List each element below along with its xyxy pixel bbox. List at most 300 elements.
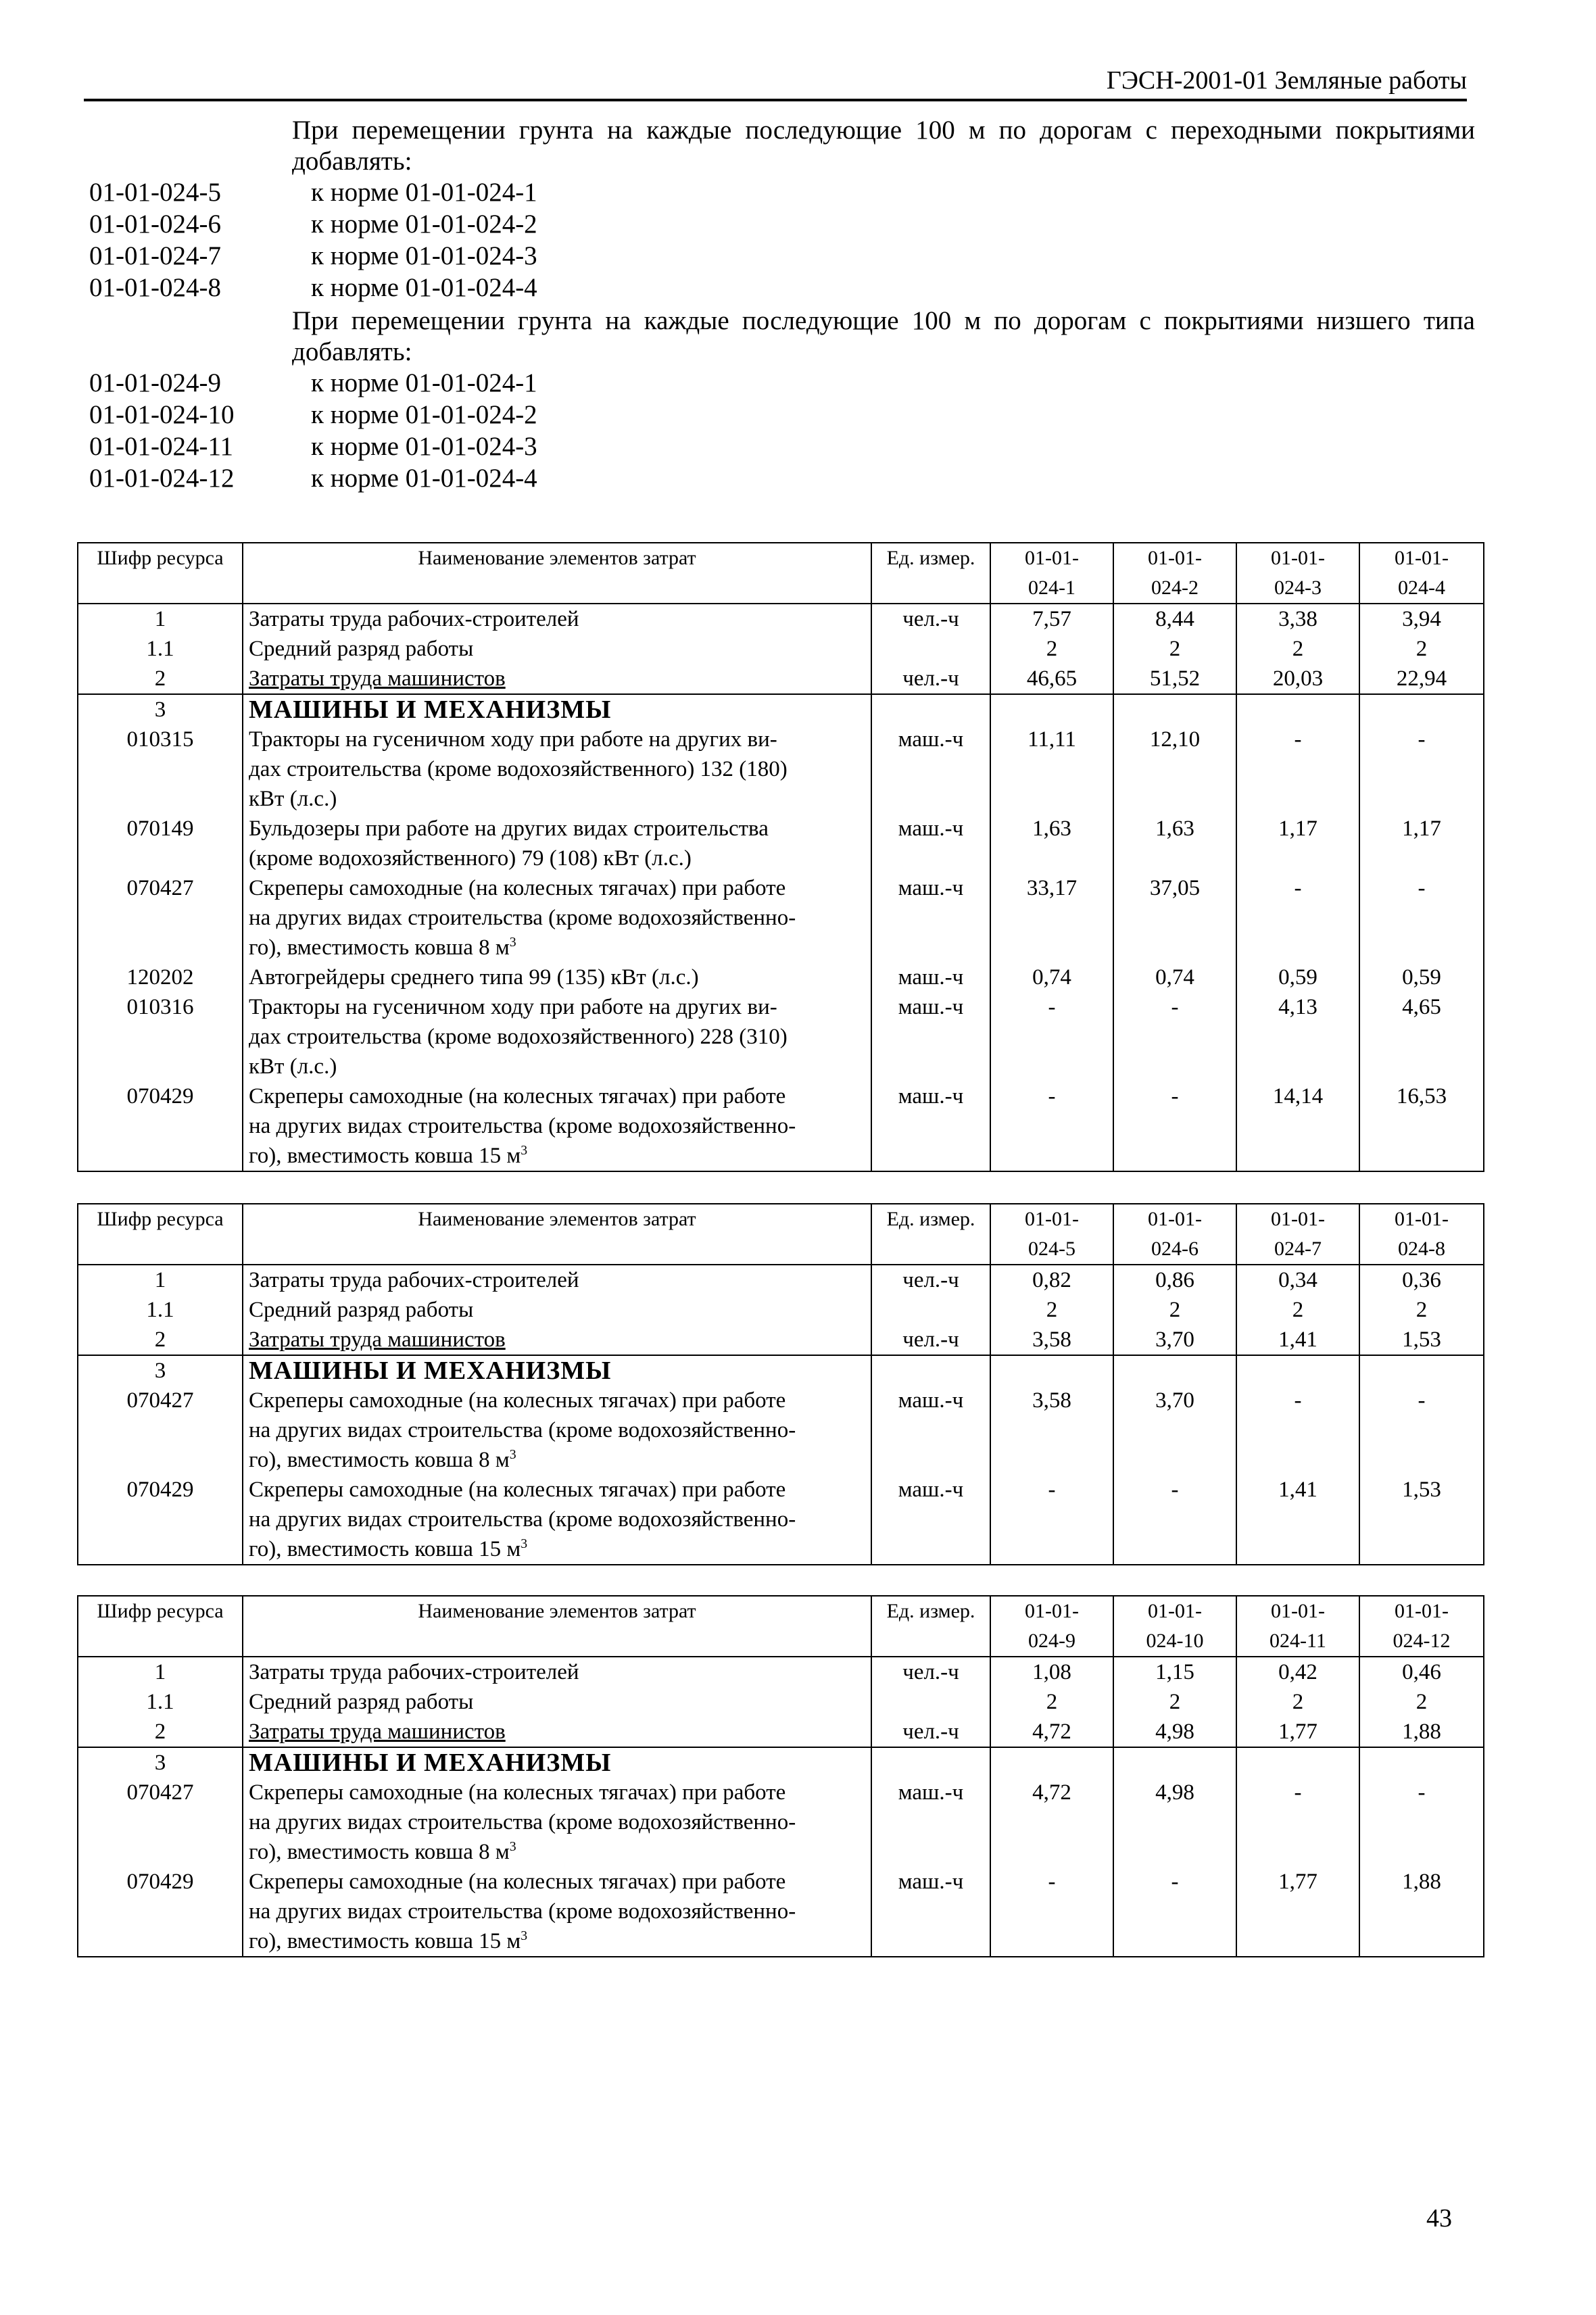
- name-line: [249, 1807, 865, 1837]
- value-cell: [1236, 1355, 1359, 1386]
- header-norm-line: 01-01-: [1395, 1600, 1449, 1622]
- name-text: Скреперы самоходные (на колесных тягачах) при работе: [249, 1870, 786, 1894]
- header-norm-line: 024-7: [1274, 1238, 1322, 1260]
- name-line: [249, 634, 865, 664]
- resource-code: 1.1: [78, 1687, 243, 1717]
- header-norm-line: 01-01-: [1025, 1208, 1079, 1230]
- name-text: Затраты труда рабочих-строителей: [249, 1660, 579, 1684]
- unit-cell: чел.-ч: [871, 1325, 990, 1355]
- value-cell: 22,94: [1359, 664, 1484, 694]
- value-cell: 1,63: [990, 814, 1113, 873]
- cost-element-name: [243, 814, 871, 873]
- cost-element-name: [243, 1717, 871, 1747]
- name-line: [249, 1897, 865, 1926]
- name-line: [249, 844, 865, 873]
- value-cell: 51,52: [1113, 664, 1236, 694]
- table-header-row: [78, 1596, 1484, 1657]
- table-row: [78, 1778, 1484, 1867]
- name-line: [249, 1778, 865, 1807]
- cost-element-name: [243, 873, 871, 962]
- header-norm-line: 024-3: [1274, 577, 1322, 599]
- cost-element-name: [243, 634, 871, 664]
- value-cell: 2: [1236, 634, 1359, 664]
- unit-cell: чел.-ч: [871, 664, 990, 694]
- table-row: [78, 1265, 1484, 1295]
- name-text: Средний разряд работы: [249, 637, 474, 661]
- unit-cell: маш.-ч: [871, 814, 990, 873]
- value-cell: 3,58: [990, 1386, 1113, 1475]
- name-line: [249, 1141, 865, 1171]
- header-norm-line: 024-12: [1393, 1630, 1451, 1652]
- value-cell: 1,88: [1359, 1717, 1484, 1747]
- name-line: [249, 873, 865, 903]
- value-cell: -: [1236, 725, 1359, 814]
- norm-code: 01-01-024-7: [89, 241, 221, 270]
- value-cell: 4,65: [1359, 992, 1484, 1081]
- header-norm-line: 024-11: [1269, 1630, 1326, 1652]
- value-cell: 3,38: [1236, 604, 1359, 634]
- header-norm-line: 01-01-: [1148, 547, 1202, 569]
- name-text: го), вместимость ковша 15 м: [249, 1929, 521, 1953]
- norm-code: 01-01-024-5: [89, 178, 221, 207]
- value-cell: 1,88: [1359, 1867, 1484, 1957]
- norm-reference: к норме 01-01-024-4: [311, 464, 537, 493]
- value-cell: 8,44: [1113, 604, 1236, 634]
- value-cell: 0,86: [1113, 1265, 1236, 1295]
- name-text: Тракторы на гусеничном ходу при работе на других ви-: [249, 727, 777, 752]
- value-cell: 0,59: [1236, 962, 1359, 992]
- category-title: МАШИНЫ И МЕХАНИЗМЫ: [243, 694, 871, 725]
- header-norm-column: [1113, 543, 1236, 604]
- table-row: [78, 1325, 1484, 1355]
- value-cell: 3,70: [1113, 1386, 1236, 1475]
- value-cell: 1,53: [1359, 1475, 1484, 1565]
- header-norm-line: 01-01-: [1025, 547, 1079, 569]
- resource-code: 070429: [78, 1081, 243, 1171]
- resource-code: 3: [78, 694, 243, 725]
- header-norm-line: 024-5: [1028, 1238, 1075, 1260]
- value-cell: 1,17: [1236, 814, 1359, 873]
- value-cell: 0,74: [990, 962, 1113, 992]
- value-cell: -: [1359, 725, 1484, 814]
- header-norm-column: [990, 543, 1113, 604]
- value-cell: 0,59: [1359, 962, 1484, 992]
- name-line: [249, 992, 865, 1022]
- cost-element-name: [243, 992, 871, 1081]
- name-text: Скреперы самоходные (на колесных тягачах) при работе: [249, 1780, 786, 1805]
- name-text: Затраты труда рабочих-строителей: [249, 1268, 579, 1292]
- value-cell: 14,14: [1236, 1081, 1359, 1171]
- value-cell: [1236, 1747, 1359, 1778]
- value-cell: 33,17: [990, 873, 1113, 962]
- header-title: ГЭСН-2001-01 Земляные работы: [1106, 66, 1467, 95]
- name-text: го), вместимость ковша 15 м: [249, 1537, 521, 1561]
- header-resource-code: Шифр ресурса: [78, 543, 243, 604]
- norm-reference: к норме 01-01-024-3: [311, 432, 537, 461]
- value-cell: 2: [1113, 1295, 1236, 1325]
- name-text: Скреперы самоходные (на колесных тягачах) при работе: [249, 1084, 786, 1108]
- resource-code: 1: [78, 1657, 243, 1687]
- name-line: [249, 962, 865, 992]
- header-cost-element: Наименование элементов затрат: [243, 1596, 871, 1657]
- name-line: [249, 814, 865, 844]
- norm-reference: к норме 01-01-024-3: [311, 241, 537, 270]
- name-text: Скреперы самоходные (на колесных тягачах) при работе: [249, 1478, 786, 1502]
- header-norm-line: 01-01-: [1148, 1208, 1202, 1230]
- superscript: 3: [509, 1839, 516, 1854]
- value-cell: [1359, 1747, 1484, 1778]
- header-unit: Ед. измер.: [871, 543, 990, 604]
- name-line: [249, 1717, 865, 1747]
- value-cell: 4,98: [1113, 1778, 1236, 1867]
- value-cell: [990, 1355, 1113, 1386]
- value-cell: 16,53: [1359, 1081, 1484, 1171]
- value-cell: 0,34: [1236, 1265, 1359, 1295]
- value-cell: 46,65: [990, 664, 1113, 694]
- name-line: [249, 933, 865, 962]
- table-row: [78, 725, 1484, 814]
- value-cell: -: [1113, 1475, 1236, 1565]
- value-cell: 0,46: [1359, 1657, 1484, 1687]
- table-row: [78, 1355, 1484, 1386]
- name-line: [249, 1415, 865, 1445]
- header-norm-column: [1359, 543, 1484, 604]
- resource-code: 3: [78, 1355, 243, 1386]
- unit-cell: маш.-ч: [871, 1386, 990, 1475]
- header-norm-line: 01-01-: [1271, 1600, 1325, 1622]
- superscript: 3: [521, 1928, 528, 1943]
- name-text: Затраты труда машинистов: [249, 1327, 506, 1352]
- value-cell: 3,58: [990, 1325, 1113, 1355]
- name-text: Средний разряд работы: [249, 1298, 474, 1322]
- value-cell: -: [1359, 1386, 1484, 1475]
- cost-element-name: [243, 1867, 871, 1957]
- name-line: [249, 1445, 865, 1475]
- value-cell: 2: [1236, 1295, 1359, 1325]
- name-line: [249, 1505, 865, 1534]
- table-row: [78, 992, 1484, 1081]
- name-line: [249, 1052, 865, 1081]
- table-row: [78, 1717, 1484, 1747]
- norm-reference: к норме 01-01-024-1: [311, 178, 537, 207]
- name-line: [249, 1475, 865, 1505]
- value-cell: 1,15: [1113, 1657, 1236, 1687]
- table-row: [78, 1295, 1484, 1325]
- value-cell: 3,70: [1113, 1325, 1236, 1355]
- value-cell: 11,11: [990, 725, 1113, 814]
- value-cell: [1236, 694, 1359, 725]
- value-cell: -: [1113, 1081, 1236, 1171]
- value-cell: 1,63: [1113, 814, 1236, 873]
- value-cell: 4,72: [990, 1778, 1113, 1867]
- header-norm-column: [1359, 1596, 1484, 1657]
- resource-code: 1.1: [78, 1295, 243, 1325]
- name-text: дах строительства (кроме водохозяйственного) 228 (310): [249, 1025, 788, 1049]
- value-cell: 2: [1113, 634, 1236, 664]
- header-norm-line: 024-10: [1146, 1630, 1204, 1652]
- header-norm-line: 01-01-: [1395, 547, 1449, 569]
- unit-cell: [871, 694, 990, 725]
- table-row: [78, 962, 1484, 992]
- name-text: Автогрейдеры среднего типа 99 (135) кВт (л.с.): [249, 965, 699, 990]
- header-norm-column: [1236, 1204, 1359, 1265]
- value-cell: 1,41: [1236, 1325, 1359, 1355]
- name-line: [249, 725, 865, 754]
- table-header-row: [78, 543, 1484, 604]
- header-norm-line: 01-01-: [1271, 547, 1325, 569]
- unit-cell: маш.-ч: [871, 962, 990, 992]
- unit-cell: чел.-ч: [871, 1717, 990, 1747]
- name-line: [249, 1325, 865, 1355]
- value-cell: 1,17: [1359, 814, 1484, 873]
- table-row: [78, 604, 1484, 634]
- norm-reference: к норме 01-01-024-4: [311, 273, 537, 302]
- superscript: 3: [521, 1143, 528, 1158]
- value-cell: -: [1359, 1778, 1484, 1867]
- header-norm-line: 024-4: [1398, 577, 1445, 599]
- name-text: на других видах строительства (кроме водохозяйственно-: [249, 1418, 796, 1442]
- value-cell: 12,10: [1113, 725, 1236, 814]
- unit-cell: чел.-ч: [871, 1657, 990, 1687]
- value-cell: -: [1236, 873, 1359, 962]
- resource-code: 070149: [78, 814, 243, 873]
- header-unit: Ед. измер.: [871, 1596, 990, 1657]
- unit-cell: [871, 634, 990, 664]
- table-row: [78, 1747, 1484, 1778]
- header-norm-column: [1113, 1596, 1236, 1657]
- name-text: (кроме водохозяйственного) 79 (108) кВт (л.с.): [249, 846, 692, 871]
- name-text: го), вместимость ковша 8 м: [249, 935, 510, 960]
- value-cell: 3,94: [1359, 604, 1484, 634]
- resource-table-2: [77, 1203, 1484, 1565]
- resource-code: 070429: [78, 1867, 243, 1957]
- intro-paragraph-2: При перемещении грунта на каждые последующие 100 м по дорогам с покрытиями низшего типа добавлять:: [292, 306, 1475, 366]
- header-norm-column: [990, 1596, 1113, 1657]
- norm-reference: к норме 01-01-024-2: [311, 400, 537, 429]
- name-line: [249, 1386, 865, 1415]
- resource-code: 1: [78, 604, 243, 634]
- name-line: [249, 784, 865, 814]
- category-title: МАШИНЫ И МЕХАНИЗМЫ: [243, 1355, 871, 1386]
- page-number: 43: [1426, 2204, 1452, 2233]
- value-cell: 7,57: [990, 604, 1113, 634]
- value-cell: 1,77: [1236, 1867, 1359, 1957]
- resource-code: 2: [78, 1325, 243, 1355]
- cost-element-name: [243, 962, 871, 992]
- name-text: Скреперы самоходные (на колесных тягачах) при работе: [249, 1388, 786, 1413]
- value-cell: 20,03: [1236, 664, 1359, 694]
- name-line: [249, 754, 865, 784]
- cost-element-name: [243, 1657, 871, 1687]
- name-line: [249, 903, 865, 933]
- value-cell: -: [1113, 1867, 1236, 1957]
- cost-element-name: [243, 1295, 871, 1325]
- cost-element-name: [243, 1386, 871, 1475]
- table-row: [78, 634, 1484, 664]
- name-line: [249, 1081, 865, 1111]
- unit-cell: чел.-ч: [871, 1265, 990, 1295]
- value-cell: [1113, 694, 1236, 725]
- value-cell: -: [1236, 1778, 1359, 1867]
- header-cost-element: Наименование элементов затрат: [243, 543, 871, 604]
- header-resource-code: Шифр ресурса: [78, 1204, 243, 1265]
- unit-cell: маш.-ч: [871, 725, 990, 814]
- norm-reference: к норме 01-01-024-1: [311, 368, 537, 397]
- value-cell: [1113, 1747, 1236, 1778]
- value-cell: [990, 694, 1113, 725]
- table-row: [78, 664, 1484, 694]
- name-line: [249, 604, 865, 634]
- value-cell: 1,53: [1359, 1325, 1484, 1355]
- value-cell: 2: [1236, 1687, 1359, 1717]
- resource-table-1: [77, 542, 1484, 1172]
- value-cell: 2: [1113, 1687, 1236, 1717]
- value-cell: 0,82: [990, 1265, 1113, 1295]
- header-norm-column: [990, 1204, 1113, 1265]
- header-norm-line: 024-2: [1151, 577, 1199, 599]
- unit-cell: [871, 1355, 990, 1386]
- header-norm-line: 024-9: [1028, 1630, 1075, 1652]
- header-norm-line: 01-01-: [1271, 1208, 1325, 1230]
- value-cell: 0,42: [1236, 1657, 1359, 1687]
- running-header: [84, 65, 1467, 101]
- superscript: 3: [521, 1536, 528, 1551]
- table-row: [78, 1687, 1484, 1717]
- name-text: го), вместимость ковша 8 м: [249, 1448, 510, 1472]
- value-cell: [1113, 1355, 1236, 1386]
- cost-element-name: [243, 725, 871, 814]
- category-title: МАШИНЫ И МЕХАНИЗМЫ: [243, 1747, 871, 1778]
- name-text: кВт (л.с.): [249, 1054, 337, 1079]
- name-line: [249, 1687, 865, 1717]
- name-line: [249, 1022, 865, 1052]
- unit-cell: [871, 1295, 990, 1325]
- cost-element-name: [243, 1325, 871, 1355]
- value-cell: -: [1236, 1386, 1359, 1475]
- resource-code: 070427: [78, 1778, 243, 1867]
- name-text: на других видах строительства (кроме водохозяйственно-: [249, 1899, 796, 1924]
- value-cell: 2: [990, 1295, 1113, 1325]
- unit-cell: маш.-ч: [871, 873, 990, 962]
- resource-code: 3: [78, 1747, 243, 1778]
- resource-code: 2: [78, 1717, 243, 1747]
- header-norm-line: 01-01-: [1148, 1600, 1202, 1622]
- table-row: [78, 814, 1484, 873]
- norm-code: 01-01-024-9: [89, 368, 221, 397]
- norm-code: 01-01-024-12: [89, 464, 235, 493]
- unit-cell: маш.-ч: [871, 1475, 990, 1565]
- name-text: го), вместимость ковша 15 м: [249, 1144, 521, 1168]
- resource-code: 070429: [78, 1475, 243, 1565]
- value-cell: -: [1359, 873, 1484, 962]
- table-row: [78, 694, 1484, 725]
- value-cell: -: [990, 1081, 1113, 1171]
- value-cell: 4,98: [1113, 1717, 1236, 1747]
- unit-cell: маш.-ч: [871, 1081, 990, 1171]
- superscript: 3: [509, 935, 516, 950]
- superscript: 3: [509, 1447, 516, 1462]
- unit-cell: маш.-ч: [871, 1867, 990, 1957]
- cost-element-name: [243, 1475, 871, 1565]
- name-text: Скреперы самоходные (на колесных тягачах) при работе: [249, 876, 786, 900]
- resource-code: 2: [78, 664, 243, 694]
- header-norm-line: 01-01-: [1025, 1600, 1079, 1622]
- name-line: [249, 1657, 865, 1687]
- name-line: [249, 1926, 865, 1956]
- name-text: Бульдозеры при работе на других видах строительства: [249, 817, 769, 841]
- name-line: [249, 1867, 865, 1897]
- value-cell: [990, 1747, 1113, 1778]
- value-cell: 0,74: [1113, 962, 1236, 992]
- table-header-row: [78, 1204, 1484, 1265]
- resource-code: 120202: [78, 962, 243, 992]
- header-norm-line: 01-01-: [1395, 1208, 1449, 1230]
- table-row: [78, 1475, 1484, 1565]
- header-unit: Ед. измер.: [871, 1204, 990, 1265]
- value-cell: [1359, 1355, 1484, 1386]
- intro-paragraph-1: При перемещении грунта на каждые последующие 100 м по дорогам с переходными покрытиями добавлять:: [292, 116, 1475, 176]
- resource-code: 1.1: [78, 634, 243, 664]
- resource-code: 010315: [78, 725, 243, 814]
- value-cell: -: [990, 1475, 1113, 1565]
- name-line: [249, 1265, 865, 1295]
- unit-cell: чел.-ч: [871, 604, 990, 634]
- cost-element-name: [243, 1778, 871, 1867]
- resource-table-3: [77, 1595, 1484, 1957]
- norm-reference: к норме 01-01-024-2: [311, 210, 537, 239]
- cost-element-name: [243, 1081, 871, 1171]
- name-line: [249, 1837, 865, 1867]
- resource-code: 010316: [78, 992, 243, 1081]
- header-norm-column: [1113, 1204, 1236, 1265]
- value-cell: 4,72: [990, 1717, 1113, 1747]
- name-text: Затраты труда рабочих-строителей: [249, 607, 579, 631]
- name-text: Затраты труда машинистов: [249, 1720, 506, 1744]
- value-cell: -: [990, 1867, 1113, 1957]
- name-text: Средний разряд работы: [249, 1690, 474, 1714]
- cost-element-name: [243, 1687, 871, 1717]
- unit-cell: маш.-ч: [871, 1778, 990, 1867]
- resource-code: 1: [78, 1265, 243, 1295]
- norm-code: 01-01-024-8: [89, 273, 221, 302]
- name-text: на других видах строительства (кроме водохозяйственно-: [249, 1114, 796, 1138]
- name-line: [249, 1295, 865, 1325]
- value-cell: -: [990, 992, 1113, 1081]
- header-norm-line: 024-1: [1028, 577, 1075, 599]
- value-cell: 2: [990, 1687, 1113, 1717]
- table-row: [78, 1867, 1484, 1957]
- table-row: [78, 1657, 1484, 1687]
- header-resource-code: Шифр ресурса: [78, 1596, 243, 1657]
- value-cell: 2: [1359, 634, 1484, 664]
- value-cell: 0,36: [1359, 1265, 1484, 1295]
- value-cell: 1,08: [990, 1657, 1113, 1687]
- name-text: на других видах строительства (кроме водохозяйственно-: [249, 906, 796, 930]
- value-cell: 1,41: [1236, 1475, 1359, 1565]
- name-text: Тракторы на гусеничном ходу при работе на других ви-: [249, 995, 777, 1019]
- cost-element-name: [243, 604, 871, 634]
- cost-element-name: [243, 664, 871, 694]
- header-norm-column: [1359, 1204, 1484, 1265]
- value-cell: 2: [1359, 1687, 1484, 1717]
- norm-code: 01-01-024-11: [89, 432, 234, 461]
- name-text: кВт (л.с.): [249, 787, 337, 811]
- name-text: дах строительства (кроме водохозяйственного) 132 (180): [249, 757, 788, 781]
- name-line: [249, 1111, 865, 1141]
- value-cell: -: [1113, 992, 1236, 1081]
- norm-code: 01-01-024-10: [89, 400, 235, 429]
- value-cell: [1359, 694, 1484, 725]
